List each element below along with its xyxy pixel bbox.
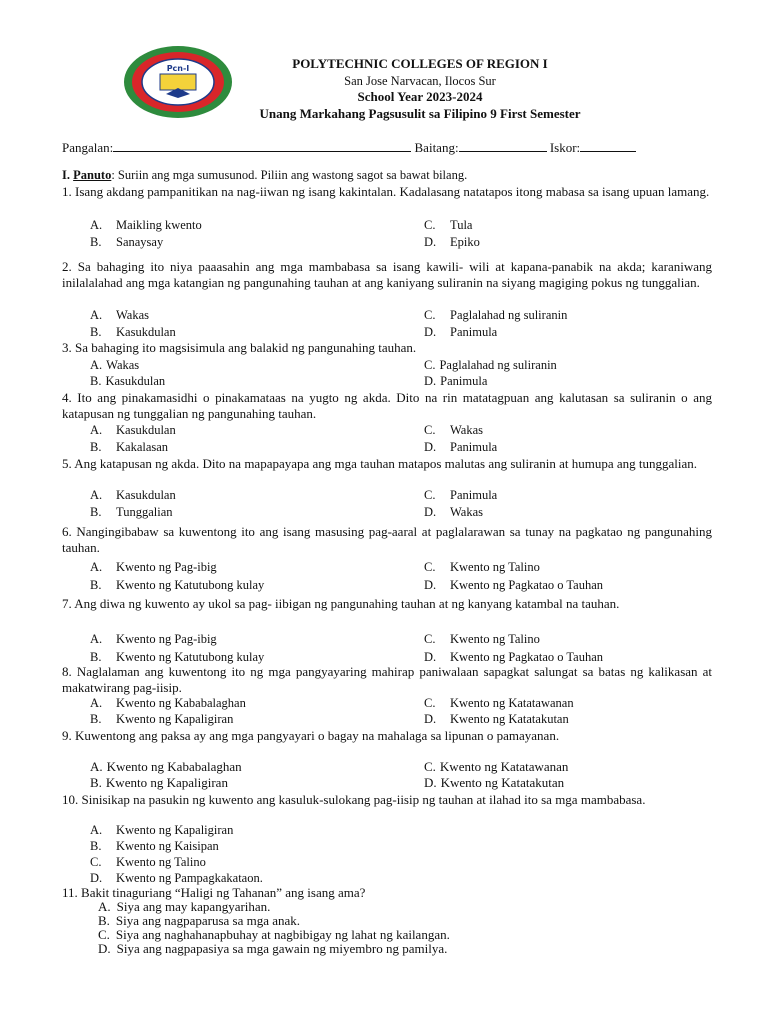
choice[interactable]: B. Tunggalian (90, 505, 173, 519)
choice[interactable]: A. Kwento ng Kapaligiran (90, 823, 234, 837)
section-title: Panuto (73, 168, 112, 182)
choice[interactable]: D. Kwento ng Katatakutan (424, 775, 565, 790)
exam-title: Unang Markahang Pagsusulit sa Filipino 9 First Semester (259, 106, 581, 121)
choice[interactable]: C. Siya ang naghahanapbuhay at nagbibigay ng lahat ng kailangan. (98, 927, 450, 942)
choice[interactable]: C. Wakas (424, 423, 484, 437)
choice[interactable]: B. Kasukdulan (90, 374, 166, 388)
school-year: School Year 2023-2024 (357, 89, 483, 104)
choice[interactable]: D. Panimula (424, 374, 488, 388)
choice[interactable]: C. Kwento ng Talino (424, 560, 540, 574)
grade-field[interactable] (459, 140, 547, 152)
question-text: 9. Kuwentong ang paksa ay ang mga pangyayari o bagay na mahalaga sa lipunan o pamayanan. (62, 728, 560, 743)
choice[interactable]: C. Kwento ng Katatawanan (424, 759, 569, 774)
question-text: 11. Bakit tinaguriang “Haligi ng Tahanan” ang isang ama? (62, 885, 366, 900)
choice[interactable]: A. Maikling kwento (90, 218, 202, 232)
choice[interactable]: C. Kwento ng Katatawanan (424, 696, 574, 710)
choice[interactable]: D. Siya ang nagpapasiya sa mga gawain ng miyembro ng pamilya. (98, 941, 448, 956)
question-text: 7. Ang diwa ng kuwento ay ukol sa pag- iibigan ng pangunahing tauhan at ng kanyang katambal na tauhan. (62, 596, 620, 611)
question-text: 8. Naglalaman ang kuwentong ito ng mga pangyayaring mahirap paniwalaan sapagkat salungat sa batas ng kalikasan at makatwirang pag-iisip. (62, 664, 712, 695)
grade-label: Baitang: (414, 140, 459, 155)
choice[interactable]: D. Kwento ng Pagkatao o Tauhan (424, 578, 604, 592)
question-text: 2. Sa bahaging ito niya paaasahin ang mga mambabasa sa isang kawili- wili at kapana-panabik na akda; karaniwang inilalalahad ang mga katangian ng pangunahing tauhan at ang kaniyang suliranin na siyang magiging pokus ng tunggalian. (62, 259, 712, 290)
choice[interactable]: A. Kasukdulan (90, 488, 176, 502)
instructions (62, 168, 467, 183)
question-text: 10. Sinisikap na pasukin ng kuwento ang kasuluk-sulokang pag-iisip ng tauhan at ilahad ito sa mga mambabasa. (62, 792, 646, 807)
question-text: 4. Ito ang pinakamasidhi o pinakamataas na yugto ng akda. Dito na rin matatagpuan ang kalutasan sa suliranin o ang katapusan ng tunggalian ng pangunahing tauhan. (62, 390, 712, 421)
choice[interactable]: D. Epiko (424, 235, 480, 249)
question-text: 5. Ang katapusan ng akda. Dito na mapapayapa ang mga tauhan matapos malutas ang suliranin at humupa ang tunggalian. (62, 456, 698, 471)
section-number: I. (62, 168, 74, 182)
choice[interactable]: D. Panimula (424, 325, 498, 339)
choice[interactable]: C. Paglalahad ng suliranin (424, 308, 568, 322)
logo-text: Pcn-I (166, 64, 190, 73)
choice[interactable]: B. Kwento ng Kapaligiran (90, 775, 228, 790)
choice[interactable]: B. Sanaysay (90, 235, 164, 249)
choice[interactable]: A. Siya ang may kapangyarihan. (98, 899, 271, 914)
choice[interactable]: C. Panimula (424, 488, 498, 502)
choice[interactable]: A. Wakas (90, 358, 140, 372)
choice[interactable]: B. Kasukdulan (90, 325, 176, 339)
name-label: Pangalan: (62, 140, 114, 155)
name-field[interactable] (113, 140, 411, 152)
choice[interactable]: D. Wakas (424, 505, 484, 519)
choice[interactable]: C. Tula (424, 218, 473, 232)
choice[interactable]: B. Kwento ng Katutubong kulay (90, 578, 265, 592)
question-text: 1. Isang akdang pampanitikan na nag-iiwan ng isang kakintalan. Kadalasang natatapos itong mabasa sa isang upuan lamang. (62, 184, 710, 199)
institution-address: San Jose Narvacan, Ilocos Sur (344, 74, 496, 88)
choice[interactable]: C. Kwento ng Talino (90, 855, 206, 869)
choice[interactable]: D. Panimula (424, 440, 498, 454)
question-text: 6. Nangingibabaw sa kuwentong ito ang isang masusing pag-aaral at paglalarawan sa tunay na pagkatao ng pangunahing tauhan. (62, 524, 712, 555)
choice[interactable]: A. Kwento ng Pag-ibig (90, 560, 217, 574)
choice[interactable]: B. Kwento ng Katutubong kulay (90, 650, 265, 664)
choice[interactable]: A. Wakas (90, 308, 150, 322)
score-label: Iskor: (549, 140, 581, 155)
score-field[interactable] (580, 140, 636, 152)
question-text: 3. Sa bahaging ito magsisimula ang balakid ng pangunahing tauhan. (62, 340, 417, 355)
choice[interactable]: A. Kasukdulan (90, 423, 176, 437)
choice[interactable]: C. Paglalahad ng suliranin (424, 358, 557, 372)
choice[interactable]: C. Kwento ng Talino (424, 632, 540, 646)
choice[interactable]: B. Kakalasan (90, 440, 169, 454)
student-info-row (62, 140, 636, 156)
choice[interactable]: D. Kwento ng Katatakutan (424, 712, 569, 726)
choice[interactable]: A. Kwento ng Kababalaghan (90, 759, 242, 774)
section-instructions: : Suriin ang mga sumusunod. Piliin ang wastong sagot sa bawat bilang. (111, 168, 468, 182)
choice[interactable]: D. Kwento ng Pagkatao o Tauhan (424, 650, 604, 664)
choice[interactable]: D. Kwento ng Pampagkakataon. (90, 871, 263, 885)
choice[interactable]: A. Kwento ng Pag-ibig (90, 632, 217, 646)
choice[interactable]: B. Siya ang nagpaparusa sa mga anak. (98, 913, 301, 928)
choice[interactable]: B. Kwento ng Kaisipan (90, 839, 219, 853)
choice[interactable]: A. Kwento ng Kababalaghan (90, 696, 246, 710)
institution-name: POLYTECHNIC COLLEGES OF REGION I (292, 56, 548, 71)
choice[interactable]: B. Kwento ng Kapaligiran (90, 712, 234, 726)
